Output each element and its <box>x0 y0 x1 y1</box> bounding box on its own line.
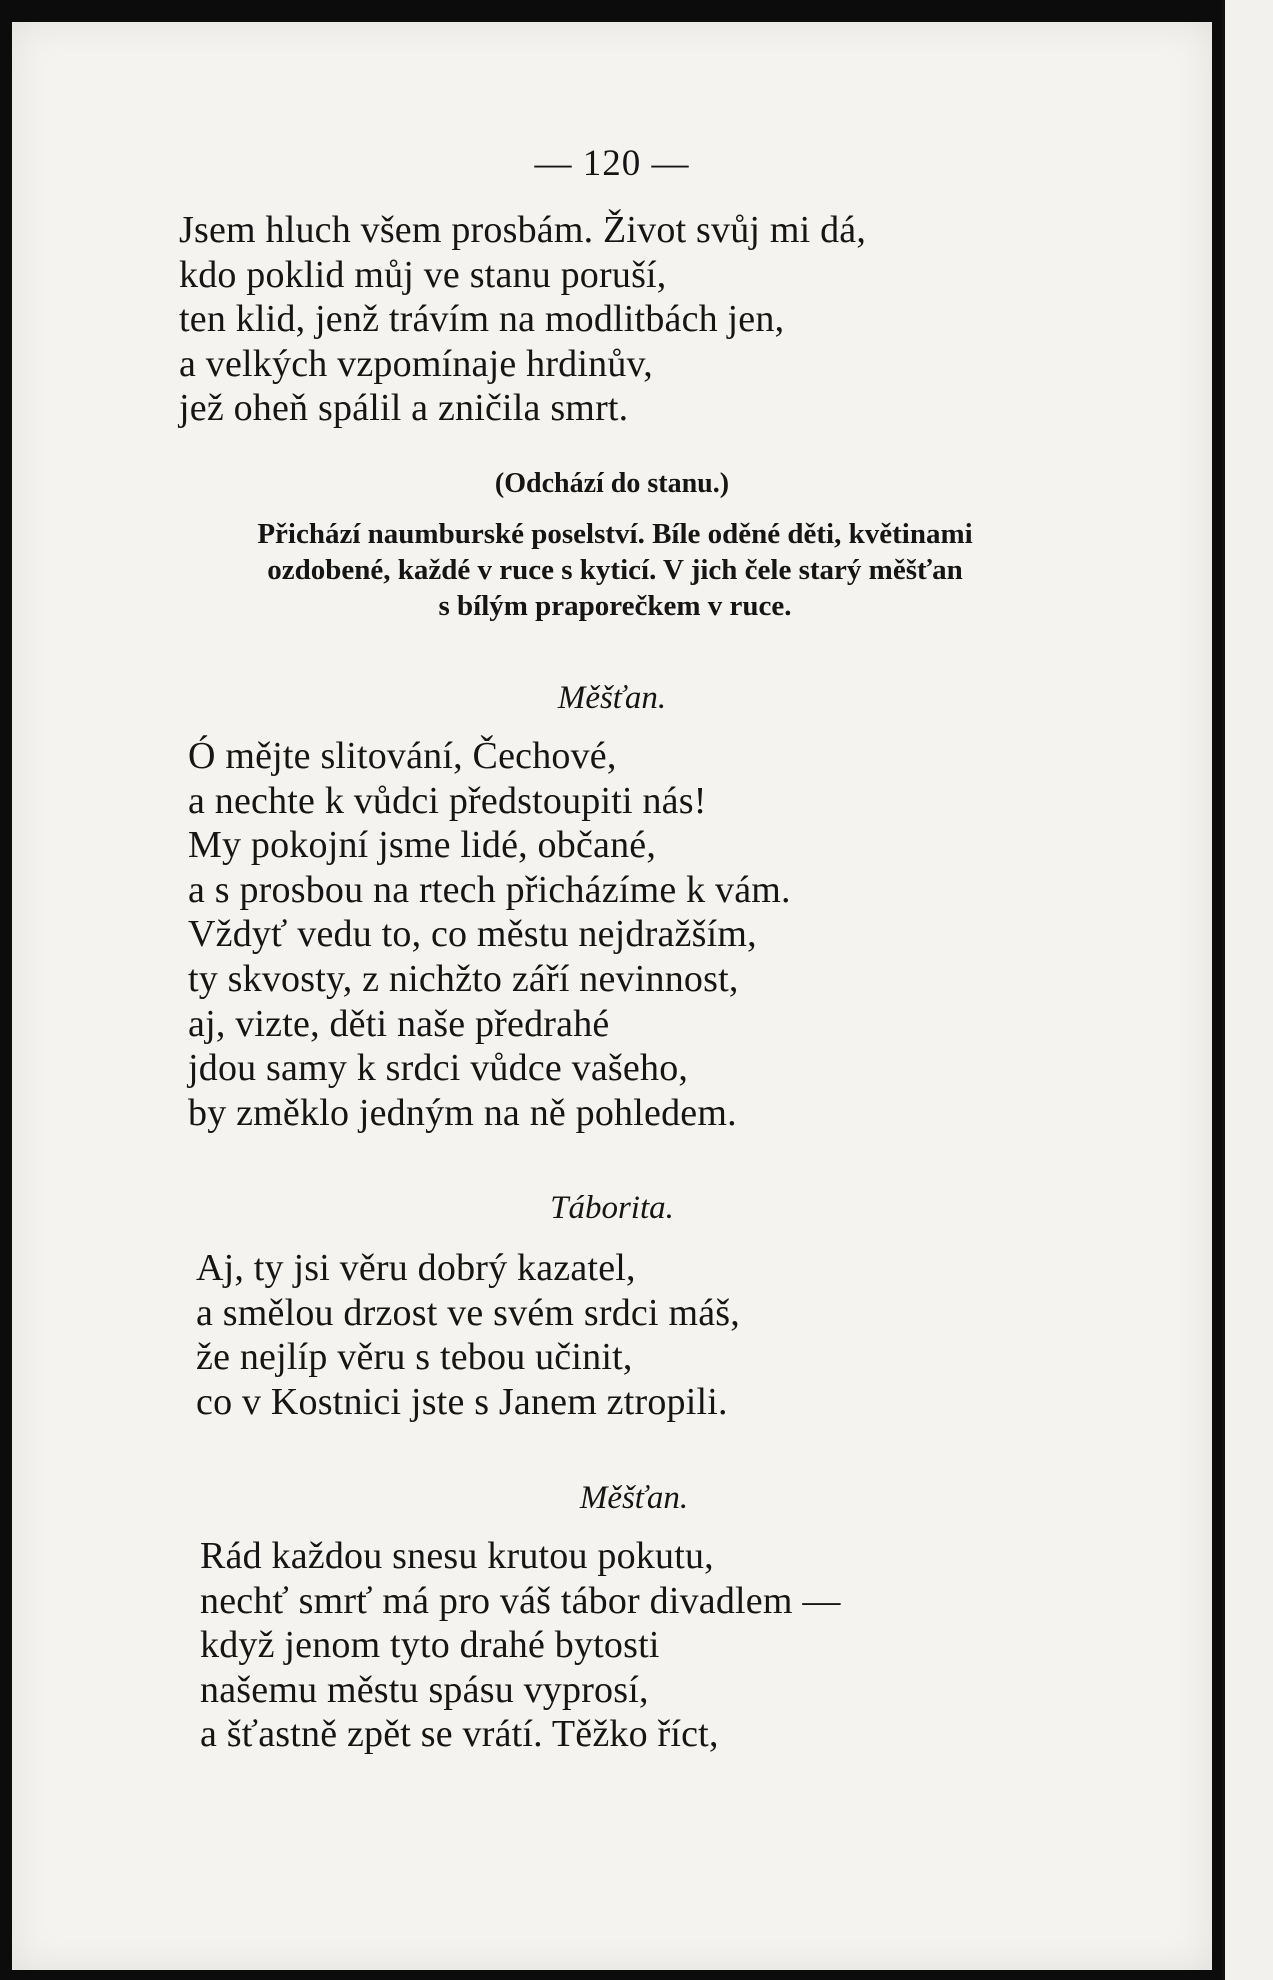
entrance-stage-direction <box>145 516 1085 624</box>
verse-line: kdo poklid můj ve stanu poruší, <box>179 253 667 296</box>
speech-verse <box>200 1534 841 1757</box>
speaker-name: Měšťan. <box>557 680 667 716</box>
verse-line: a šťastně zpět se vrátí. Těžko říct, <box>200 1713 719 1756</box>
verse-line: a s prosbou na rtech přicházíme k vám. <box>188 868 791 911</box>
verse-line: aj, vizte, děti naše předrahé <box>188 1002 610 1045</box>
speech-verse <box>196 1246 740 1424</box>
speaker-name: Měšťan. <box>579 1480 689 1516</box>
verse-line: Vždyť vedu to, co městu nejdražším, <box>188 913 757 956</box>
verse-line: nechť smrť má pro váš tábor divadlem — <box>200 1579 841 1622</box>
verse-line: jež oheň spálil a zničila smrt. <box>179 387 629 430</box>
verse-line: Jsem hluch všem prosbám. Život svůj mi dá, <box>179 209 867 251</box>
speech-verse <box>188 734 791 1135</box>
verse-line: ten klid, jenž trávím na modlitbách jen, <box>179 298 785 341</box>
verse-line: ty skvosty, z nichžto září nevinnost, <box>188 957 739 1000</box>
facing-page-edge <box>1222 0 1273 1980</box>
verse-line: a smělou drzost ve svém srdci máš, <box>196 1291 740 1334</box>
verse-line: a nechte k vůdci předstoupiti nás! <box>188 779 707 822</box>
verse-line: by změklo jedným na ně pohledem. <box>188 1091 737 1134</box>
verse-line: že nejlíp věru s tebou učinit, <box>196 1336 633 1379</box>
page-sheet <box>12 22 1212 1970</box>
verse-line: jdou samy k srdci vůdce vašeho, <box>188 1047 689 1090</box>
verse-line: když jenom tyto drahé bytosti <box>200 1624 660 1667</box>
stage-direction-line: s bílým praporečkem v ruce. <box>438 590 792 622</box>
verse-line: Aj, ty jsi věru dobrý kazatel, <box>196 1247 636 1289</box>
opening-verse <box>179 208 866 431</box>
verse-line: našemu městu spásu vyprosí, <box>200 1668 649 1711</box>
speaker-name: Táborita. <box>550 1190 674 1226</box>
verse-line: Rád každou snesu krutou pokutu, <box>200 1535 714 1577</box>
stage-direction-line: ozdobené, každé v ruce s kyticí. V jich čele starý měšťan <box>267 554 963 586</box>
verse-line: co v Kostnici jste s Janem ztropili. <box>196 1380 728 1423</box>
exit-stage-direction: (Odchází do stanu.) <box>494 468 730 499</box>
verse-line: a velkých vzpomínaje hrdinův, <box>179 342 653 385</box>
page-number: — 120 — <box>534 143 690 184</box>
page-text <box>12 22 1212 1970</box>
stage-direction-line: Přichází naumburské poselství. Bíle oděné děti, květinami <box>257 518 973 550</box>
verse-line: Ó mějte slitování, Čechové, <box>188 735 617 777</box>
verse-line: My pokojní jsme lidé, občané, <box>188 824 657 867</box>
